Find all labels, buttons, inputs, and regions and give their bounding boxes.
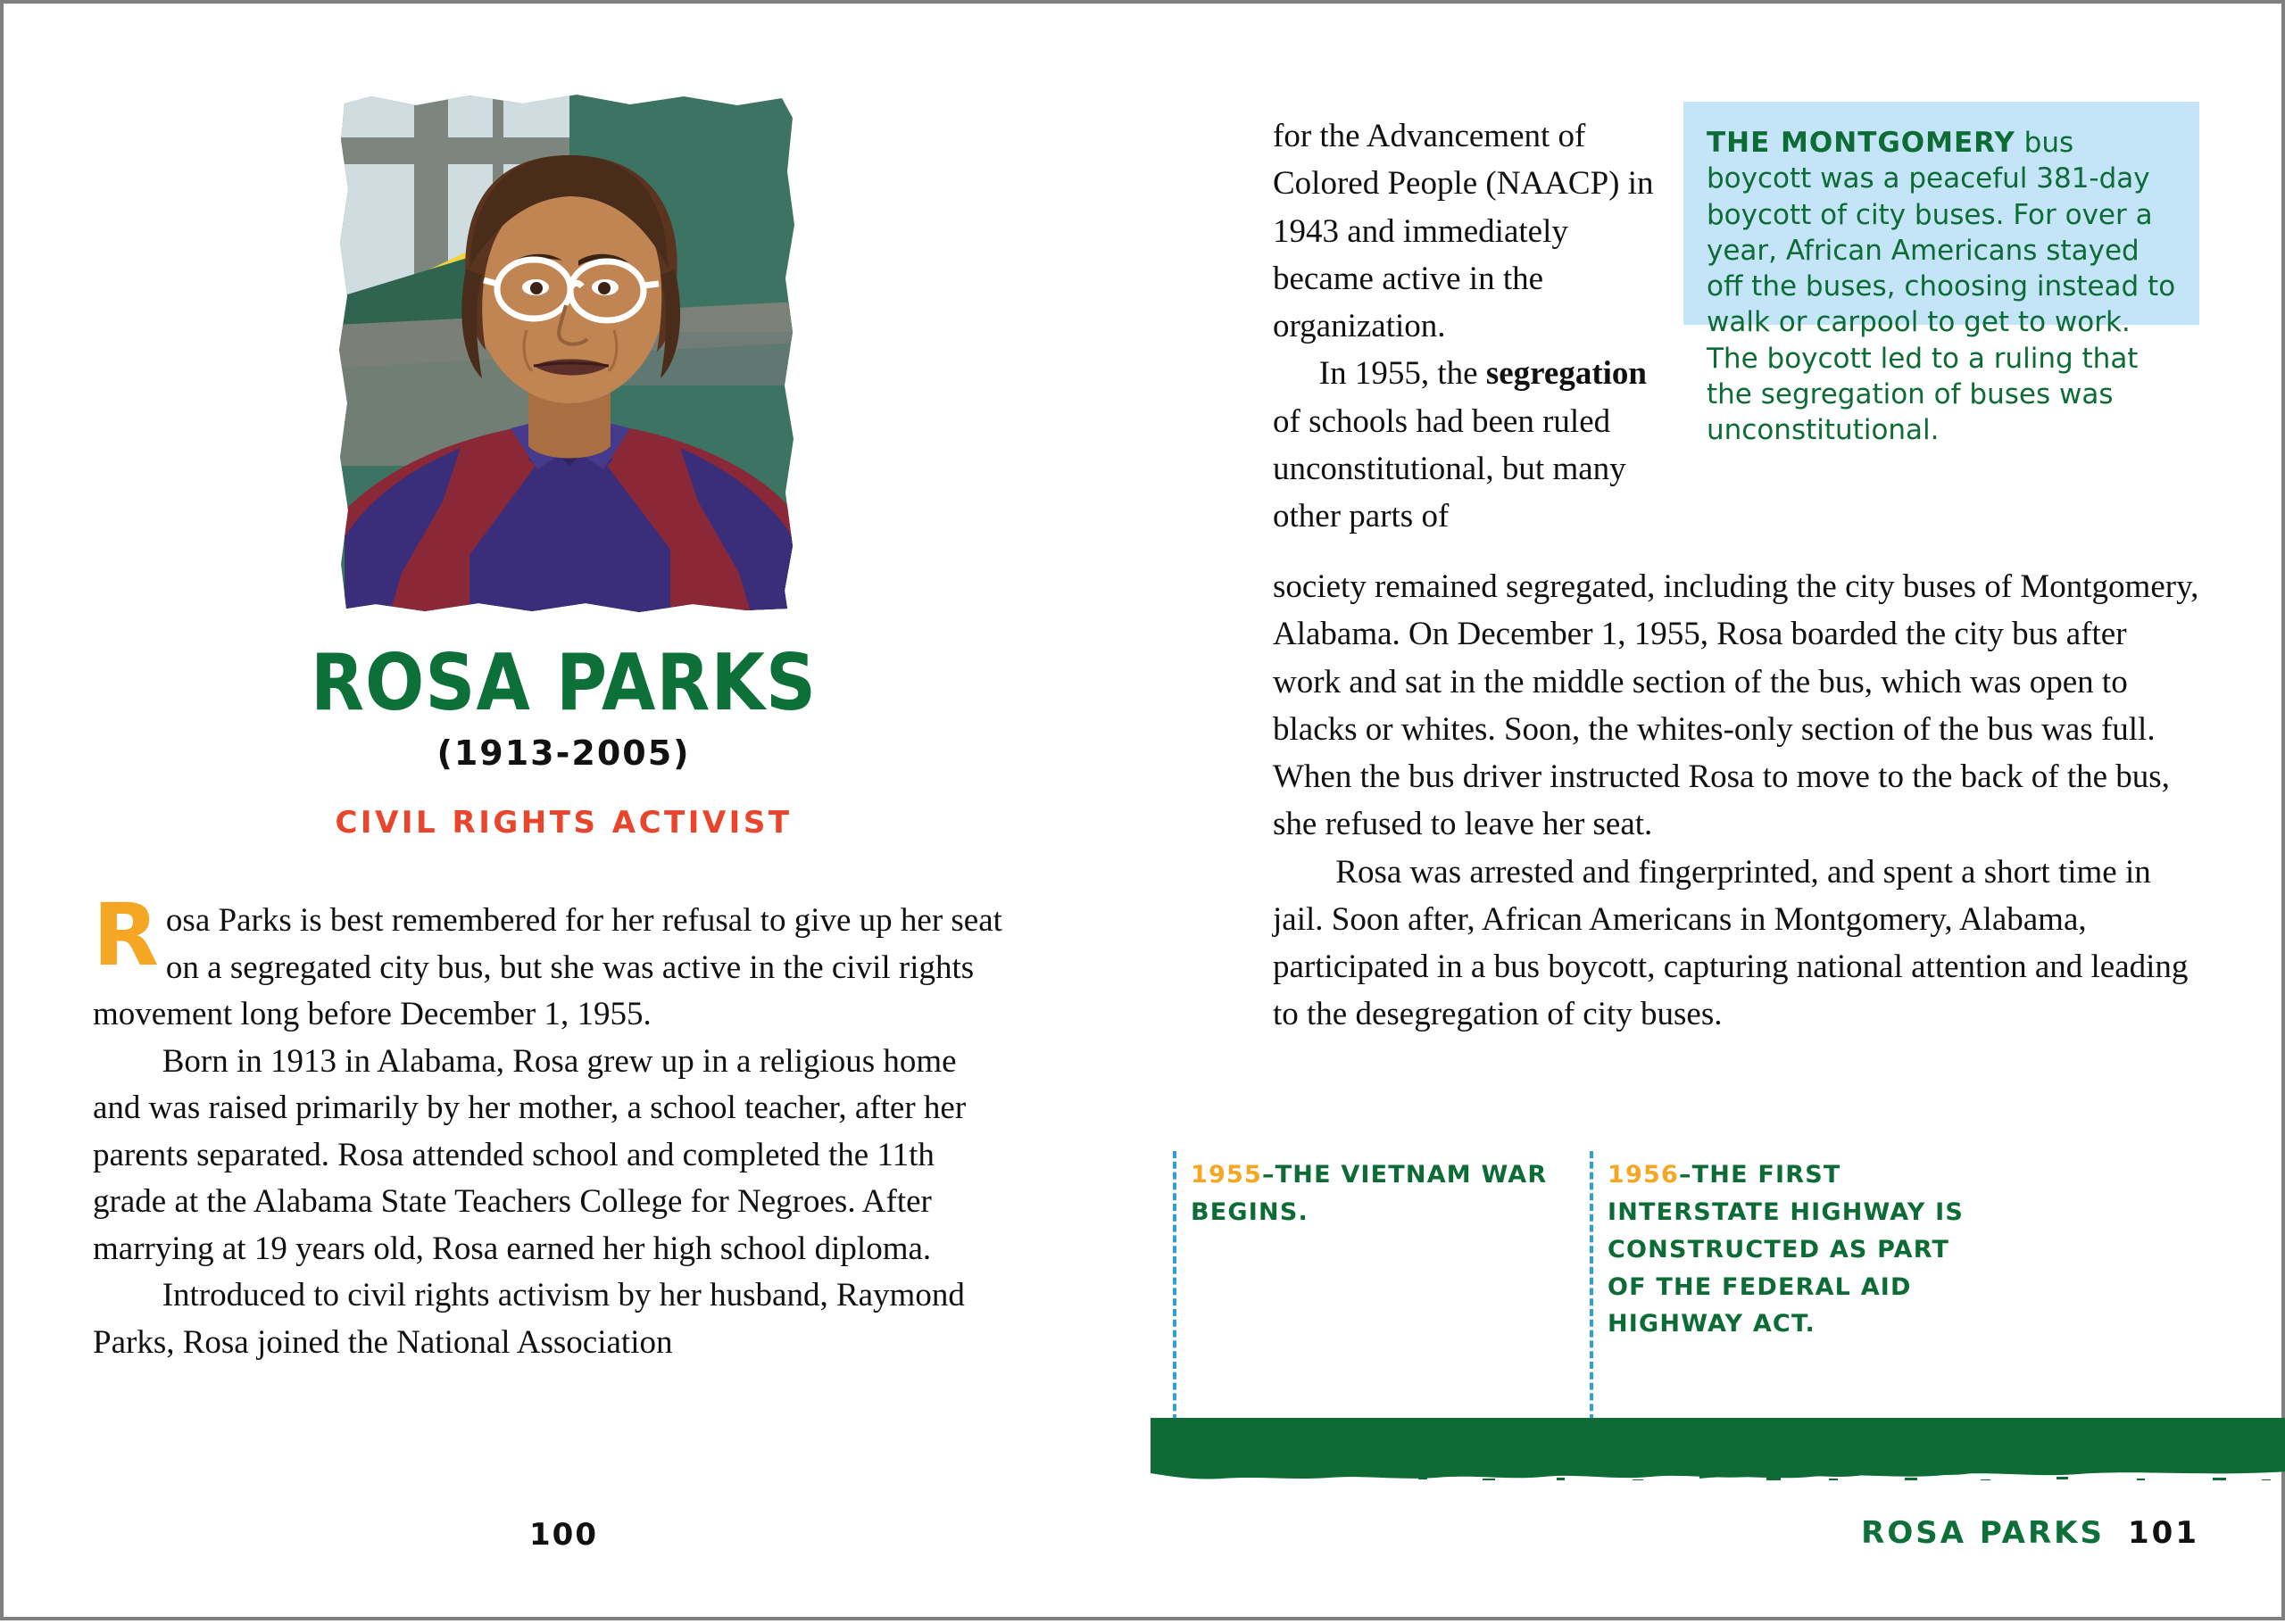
page-number-right: 101	[2128, 1515, 2199, 1551]
right-column-body	[1273, 563, 2201, 1039]
left-page	[4, 4, 1124, 1624]
rosa-parks-portrait-illustration	[336, 91, 800, 616]
footer-chapter-label: ROSA PARKS	[1861, 1515, 2106, 1551]
paragraph: for the Advancement of Colored People (NAACP) in 1943 and immediately became active in the organization.	[1273, 118, 1654, 345]
footer-right	[1861, 1515, 2199, 1551]
page-number-left: 100	[529, 1517, 598, 1553]
callout-body: bus boycott was a peaceful 381-day boycott of city buses. For over a year, African Americans stayed off the buses, choosing instead to walk or carpool to get to work. The boycott led to a ruling that the segregation of buses was unconstitutional.	[1707, 127, 2176, 447]
paragraph-text: osa Parks is best remembered for her refusal to give up her seat on a segregated city bus, but she was active in the civil rights movement long before December 1, 1955.	[93, 902, 1002, 1033]
timeline-entry	[1608, 1156, 1991, 1343]
timeline-year: 1956	[1608, 1161, 1679, 1189]
page-title: ROSA PARKS	[310, 638, 818, 729]
timeline-event: THE VIETNAM WAR BEGINS.	[1191, 1161, 1548, 1226]
callout-lead-label: THE MONTGOMERY	[1707, 127, 2015, 159]
paragraph-text: of schools had been ruled unconstitutional, but many other parts of	[1273, 402, 1626, 535]
paragraph: society remained segregated, including the city buses of Montgomery, Alabama. On December 1, 1955, Rosa boarded the city bus after work and sat in the middle section of the bus, which was open to blacks or whites. Soon, the whites-only section of the bus was full. When the bus driver instructed Rosa to move to the back of the bus, she refused to leave her seat.	[1273, 568, 2199, 843]
paragraph	[93, 885, 1003, 1039]
paragraph: Born in 1913 in Alabama, Rosa grew up in a religious home and was raised primarily by her mother, a school teacher, after her parents separated. Rosa attended school and completed the 11th grade at the Alabama State Teachers College for Negroes. After marrying at 19 years old, Rosa earned her high school diploma.	[93, 1042, 967, 1267]
right-column-narrow	[1273, 112, 1670, 540]
paragraph	[1273, 350, 1670, 540]
timeline-dash: –	[1261, 1161, 1275, 1189]
subject-life-dates: (1913-2005)	[436, 733, 691, 773]
footer-brush-bar	[1151, 1418, 2285, 1480]
timeline-dash: –	[1678, 1161, 1692, 1189]
left-column-body	[93, 885, 1003, 1366]
timeline-year: 1955	[1191, 1161, 1262, 1189]
paragraph-text: In 1955, the	[1318, 355, 1486, 393]
callout-text	[1707, 125, 2176, 449]
timeline-event: THE FIRST INTERSTATE HIGHWAY IS CONSTRUCTED AS PART OF THE FEDERAL AID HIGHWAY ACT.	[1608, 1161, 1965, 1338]
subject-name-block	[4, 638, 1124, 841]
paragraph: Introduced to civil rights activism by her husband, Raymond Parks, Rosa joined the National Association	[93, 1277, 965, 1361]
drop-cap: R	[93, 885, 159, 985]
glossary-keyword: segregation	[1485, 355, 1648, 393]
subject-role-label: CIVIL RIGHTS ACTIVIST	[335, 805, 793, 841]
montgomery-boycott-callout	[1683, 102, 2199, 447]
paragraph: Rosa was arrested and fingerprinted, and spent a short time in jail. Soon after, African Americans in Montgomery, Alabama, participated in a bus boycott, capturing national attention and leading to the desegregation of city buses.	[1273, 853, 2189, 1033]
right-page	[1124, 4, 2285, 1624]
timeline-entry	[1191, 1156, 1548, 1231]
